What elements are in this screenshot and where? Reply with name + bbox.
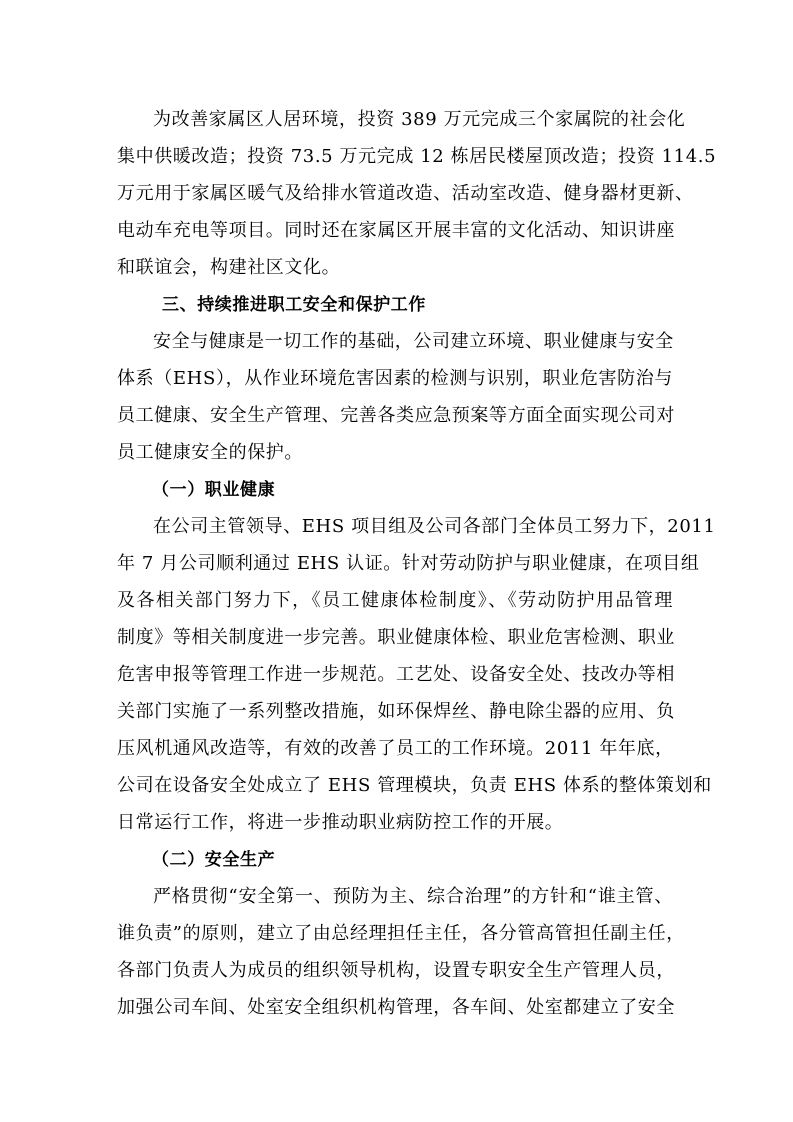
paragraph-3-line-9: 日常运行工作，将进一步推动职业病防控工作的开展。 (117, 812, 564, 833)
paragraph-3-line-3: 及各相关部门努力下，《员工健康体检制度》、《劳动防护用品管理 (117, 590, 673, 611)
paragraph-1-line-5: 和联谊会，构建社区文化。 (117, 257, 341, 278)
paragraph-2-line-4: 员工健康安全的保护。 (117, 442, 303, 463)
paragraph-2-line-2: 体系（EHS），从作业环境危害因素的检测与识别，职业危害防治与 (117, 368, 673, 389)
paragraph-2-line-3: 员工健康、安全生产管理、完善各类应急预案等方面全面实现公司对 (117, 405, 675, 426)
paragraph-3-line-4: 制度》等相关制度进一步完善。职业健康体检、职业危害检测、职业 (117, 627, 675, 648)
paragraph-2-line-1: 安全与健康是一切工作的基础，公司建立环境、职业健康与安全 (153, 331, 674, 352)
paragraph-1-line-1: 为改善家属区人居环境，投资 389 万元完成三个家属院的社会化 (153, 109, 686, 130)
paragraph-3-line-2: 年 7 月公司顺利通过 EHS 认证。针对劳动防护与职业健康，在项目组 (117, 553, 700, 574)
paragraph-3-line-1: 在公司主管领导、EHS 项目组及公司各部门全体员工努力下，2011 (153, 516, 716, 537)
subsection-heading-occupational-health: （一）职业健康 (152, 480, 276, 500)
paragraph-1-line-2: 集中供暖改造；投资 73.5 万元完成 12 栋居民楼屋顶改造；投资 114.5 (117, 146, 717, 167)
paragraph-3-line-6: 关部门实施了一系列整改措施，如环保焊丝、静电除尘器的应用、负 (117, 701, 675, 722)
paragraph-3-line-7: 压风机通风改造等，有效的改善了员工的工作环境。2011 年年底， (117, 738, 674, 759)
paragraph-1-line-4: 电动车充电等项目。同时还在家属区开展丰富的文化活动、知识讲座 (117, 220, 675, 241)
paragraph-4-line-1: 严格贯彻“安全第一、预防为主、综合治理”的方针和“谁主管、 (153, 886, 673, 907)
section-heading-3: 三、持续推进职工安全和保护工作 (162, 295, 426, 315)
paragraph-4-line-2: 谁负责”的原则，建立了由总经理担任主任，各分管高管担任副主任， (117, 923, 685, 944)
paragraph-3-line-5: 危害申报等管理工作进一步规范。工艺处、设备安全处、技改办等相 (117, 664, 675, 685)
subsection-heading-safety-production: （二）安全生产 (152, 850, 276, 870)
paragraph-4-line-3: 各部门负责人为成员的组织领导机构，设置专职安全生产管理人员， (117, 960, 675, 981)
paragraph-3-line-8: 公司在设备安全处成立了 EHS 管理模块，负责 EHS 体系的整体策划和 (117, 775, 712, 796)
paragraph-1-line-3: 万元用于家属区暖气及给排水管道改造、活动室改造、健身器材更新、 (117, 183, 694, 204)
paragraph-4-line-4: 加强公司车间、处室安全组织机构管理，各车间、处室都建立了安全 (117, 997, 675, 1018)
